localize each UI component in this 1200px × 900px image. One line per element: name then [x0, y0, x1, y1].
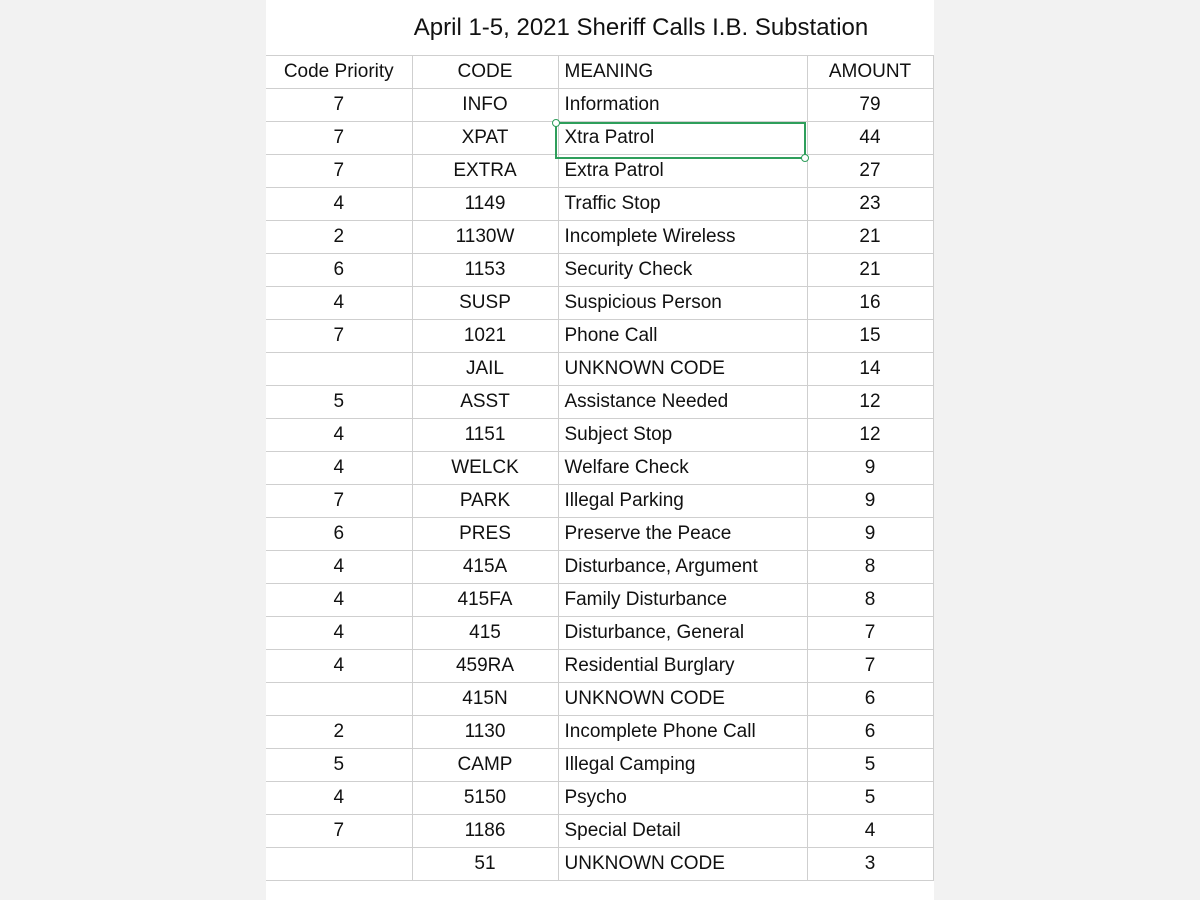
cell-meaning[interactable]: Illegal Camping: [558, 749, 807, 782]
cell-amount[interactable]: 7: [807, 650, 933, 683]
cell-meaning[interactable]: Information: [558, 89, 807, 122]
cell-meaning[interactable]: Special Detail: [558, 815, 807, 848]
cell-meaning[interactable]: Traffic Stop: [558, 188, 807, 221]
cell-meaning[interactable]: Illegal Parking: [558, 485, 807, 518]
table-row: [266, 815, 933, 848]
cell-meaning[interactable]: Psycho: [558, 782, 807, 815]
sheet-title: April 1-5, 2021 Sheriff Calls I.B. Substation: [413, 14, 869, 41]
cell-amount[interactable]: 44: [807, 122, 933, 155]
cell-code-priority[interactable]: [266, 683, 412, 716]
cell-amount[interactable]: 23: [807, 188, 933, 221]
header-code-priority[interactable]: Code Priority: [266, 56, 412, 89]
cell-code-priority[interactable]: 4: [266, 188, 412, 221]
cell-meaning[interactable]: Disturbance, General: [558, 617, 807, 650]
cell-amount[interactable]: 16: [807, 287, 933, 320]
cell-amount[interactable]: 5: [807, 749, 933, 782]
cell-meaning[interactable]: Xtra Patrol: [558, 122, 807, 155]
cell-meaning[interactable]: Suspicious Person: [558, 287, 807, 320]
cell-amount[interactable]: 27: [807, 155, 933, 188]
cell-amount[interactable]: 21: [807, 221, 933, 254]
cell-amount[interactable]: 14: [807, 353, 933, 386]
cell-amount[interactable]: 4: [807, 815, 933, 848]
cell-code-priority[interactable]: 2: [266, 221, 412, 254]
cell-amount[interactable]: 15: [807, 320, 933, 353]
cell-code-priority[interactable]: 4: [266, 617, 412, 650]
table-row: [266, 485, 933, 518]
cell-amount[interactable]: 7: [807, 617, 933, 650]
table-row: [266, 155, 933, 188]
cell-meaning[interactable]: Assistance Needed: [558, 386, 807, 419]
cell-amount[interactable]: 12: [807, 419, 933, 452]
table-row: [266, 188, 933, 221]
cell-meaning[interactable]: UNKNOWN CODE: [558, 353, 807, 386]
header-row: [266, 56, 933, 89]
cell-code[interactable]: WELCK: [412, 452, 558, 485]
cell-meaning[interactable]: Security Check: [558, 254, 807, 287]
cell-code[interactable]: 1153: [412, 254, 558, 287]
cell-meaning[interactable]: Welfare Check: [558, 452, 807, 485]
cell-code[interactable]: CAMP: [412, 749, 558, 782]
header-code[interactable]: CODE: [412, 56, 558, 89]
cell-code-priority[interactable]: 6: [266, 518, 412, 551]
header-amount[interactable]: AMOUNT: [807, 56, 933, 89]
cell-code-priority[interactable]: 4: [266, 551, 412, 584]
cell-code-priority[interactable]: 7: [266, 485, 412, 518]
cell-amount[interactable]: 79: [807, 89, 933, 122]
cell-code-priority[interactable]: 7: [266, 122, 412, 155]
cell-meaning[interactable]: Subject Stop: [558, 419, 807, 452]
cell-code[interactable]: JAIL: [412, 353, 558, 386]
cell-code[interactable]: 1149: [412, 188, 558, 221]
cell-amount[interactable]: 5: [807, 782, 933, 815]
calls-table: [266, 55, 934, 881]
cell-code[interactable]: PARK: [412, 485, 558, 518]
cell-code[interactable]: 459RA: [412, 650, 558, 683]
cell-code[interactable]: 415FA: [412, 584, 558, 617]
cell-code[interactable]: EXTRA: [412, 155, 558, 188]
cell-meaning[interactable]: Phone Call: [558, 320, 807, 353]
cell-meaning[interactable]: Residential Burglary: [558, 650, 807, 683]
cell-code[interactable]: 415A: [412, 551, 558, 584]
cell-code[interactable]: SUSP: [412, 287, 558, 320]
table-row: [266, 353, 933, 386]
cell-code[interactable]: 1021: [412, 320, 558, 353]
cell-code[interactable]: 51: [412, 848, 558, 881]
cell-code-priority[interactable]: 4: [266, 782, 412, 815]
cell-code[interactable]: 5150: [412, 782, 558, 815]
cell-meaning[interactable]: Incomplete Phone Call: [558, 716, 807, 749]
table-row: [266, 584, 933, 617]
cell-amount[interactable]: 8: [807, 551, 933, 584]
cell-meaning[interactable]: Extra Patrol: [558, 155, 807, 188]
table-row: [266, 650, 933, 683]
header-meaning[interactable]: MEANING: [558, 56, 807, 89]
spreadsheet: [266, 0, 934, 900]
table-row: [266, 452, 933, 485]
table-row: [266, 518, 933, 551]
table-row: [266, 122, 933, 155]
cell-code[interactable]: INFO: [412, 89, 558, 122]
cell-meaning[interactable]: UNKNOWN CODE: [558, 683, 807, 716]
cell-code[interactable]: 1151: [412, 419, 558, 452]
cell-code[interactable]: 1130: [412, 716, 558, 749]
cell-code-priority[interactable]: 7: [266, 89, 412, 122]
table-row: [266, 254, 933, 287]
cell-meaning[interactable]: Incomplete Wireless: [558, 221, 807, 254]
cell-code-priority[interactable]: 4: [266, 452, 412, 485]
table-row: [266, 716, 933, 749]
table-row: [266, 683, 933, 716]
cell-code-priority[interactable]: 2: [266, 716, 412, 749]
cell-meaning[interactable]: UNKNOWN CODE: [558, 848, 807, 881]
table-row: [266, 386, 933, 419]
table-row: [266, 749, 933, 782]
cell-code-priority[interactable]: 5: [266, 749, 412, 782]
cell-code-priority[interactable]: 4: [266, 584, 412, 617]
cell-amount[interactable]: 21: [807, 254, 933, 287]
table-row: [266, 848, 933, 881]
cell-amount[interactable]: 3: [807, 848, 933, 881]
table-row: [266, 89, 933, 122]
cell-amount[interactable]: 6: [807, 683, 933, 716]
cell-meaning[interactable]: Disturbance, Argument: [558, 551, 807, 584]
cell-code-priority[interactable]: [266, 353, 412, 386]
cell-amount[interactable]: 9: [807, 485, 933, 518]
cell-code-priority[interactable]: 7: [266, 815, 412, 848]
cell-amount[interactable]: 8: [807, 584, 933, 617]
cell-meaning[interactable]: Preserve the Peace: [558, 518, 807, 551]
cell-code-priority[interactable]: [266, 848, 412, 881]
table-row: [266, 287, 933, 320]
cell-amount[interactable]: 9: [807, 518, 933, 551]
cell-code-priority[interactable]: 4: [266, 419, 412, 452]
table-row: [266, 320, 933, 353]
table-row: [266, 419, 933, 452]
cell-code[interactable]: PRES: [412, 518, 558, 551]
cell-code-priority[interactable]: 7: [266, 320, 412, 353]
cell-code[interactable]: 415: [412, 617, 558, 650]
cell-code-priority[interactable]: 6: [266, 254, 412, 287]
table-row: [266, 782, 933, 815]
table-row: [266, 221, 933, 254]
cell-amount[interactable]: 9: [807, 452, 933, 485]
cell-code[interactable]: 1130W: [412, 221, 558, 254]
cell-meaning[interactable]: Family Disturbance: [558, 584, 807, 617]
cell-code-priority[interactable]: 4: [266, 650, 412, 683]
cell-code-priority[interactable]: 5: [266, 386, 412, 419]
cell-code[interactable]: XPAT: [412, 122, 558, 155]
cell-amount[interactable]: 6: [807, 716, 933, 749]
cell-code-priority[interactable]: 7: [266, 155, 412, 188]
cell-amount[interactable]: 12: [807, 386, 933, 419]
cell-code-priority[interactable]: 4: [266, 287, 412, 320]
cell-code[interactable]: 415N: [412, 683, 558, 716]
table-row: [266, 551, 933, 584]
cell-code[interactable]: 1186: [412, 815, 558, 848]
cell-code[interactable]: ASST: [412, 386, 558, 419]
table-row: [266, 617, 933, 650]
